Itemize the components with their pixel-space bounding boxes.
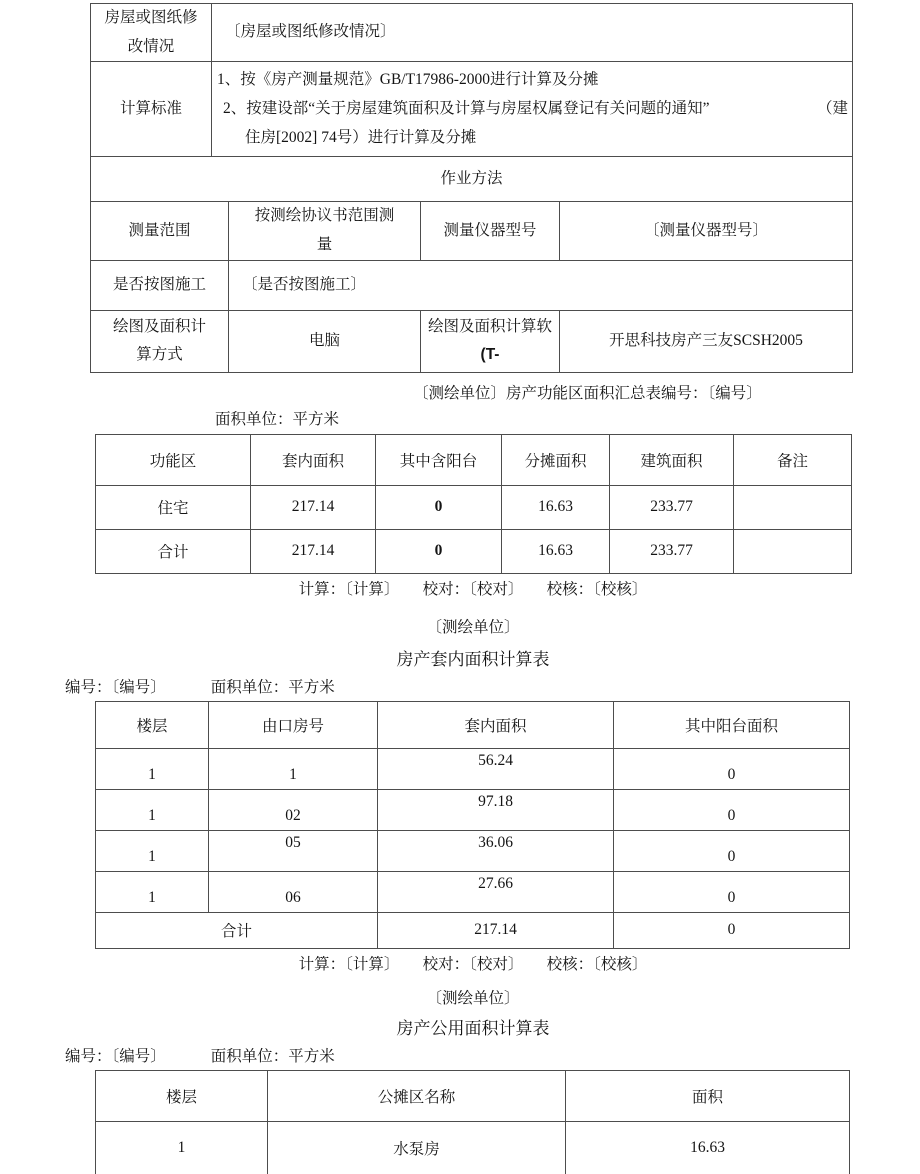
inner-signoff-line: 计算：〔计算〕 校对：〔校对〕 校核：〔校核〕 — [298, 955, 648, 973]
calc-standard-value — [212, 62, 853, 157]
drawing-method-label-text: 绘图及面积计算方式 — [112, 317, 206, 364]
cell-inner-area: 217.14 — [251, 529, 376, 573]
cell-balcony: 0 — [614, 789, 850, 830]
calc-standard-label: 计算标准 — [91, 62, 212, 157]
survey-scope-value — [229, 202, 421, 260]
cell-room: 06 — [209, 871, 378, 912]
inner-row-2 — [96, 789, 850, 830]
inner-number-label: 编号：〔编号〕 — [65, 678, 166, 696]
cell-note — [734, 485, 852, 529]
survey-info-table — [90, 3, 853, 373]
modification-label-text: 房屋或图纸修改情况 — [104, 9, 198, 55]
public-unit-label: 面积单位：平方米 — [210, 1047, 335, 1065]
cell-balcony-area: 0 — [376, 485, 502, 529]
summary-header-note: 备注 — [734, 434, 852, 485]
summary-unit-label: 面积单位：平方米 — [215, 410, 340, 428]
public-number-label: 编号：〔编号〕 — [65, 1047, 166, 1065]
row-survey-scope — [91, 202, 853, 260]
software-label — [421, 310, 560, 372]
software-label-line1: 绘图及面积计算软 — [427, 317, 552, 335]
cell-room: 1 — [209, 748, 378, 789]
cell-total-area: 233.77 — [610, 529, 734, 573]
summary-row-residence — [96, 485, 852, 529]
inner-table-title: 房产套内面积计算表 — [396, 649, 550, 669]
cell-floor: 1 — [96, 830, 209, 871]
method-header: 作业方法 — [91, 157, 853, 202]
cell-inner-area: 217.14 — [251, 485, 376, 529]
cell-area: 56.24 — [378, 748, 614, 789]
inner-total-row — [96, 912, 850, 948]
drawing-method-value: 电脑 — [229, 310, 421, 372]
calc-standard-line2-main: 2、按建设部“关于房屋建筑面积及计算与房屋权属登记有关问题的通知” — [223, 100, 710, 118]
cell-area: 27.66 — [378, 871, 614, 912]
software-value: 开思科技房产三友SCSH2005 — [560, 310, 853, 372]
inner-area-table — [95, 701, 850, 949]
cell-shared-area: 16.63 — [502, 529, 610, 573]
inner-header-floor: 楼层 — [96, 701, 209, 748]
cell-floor: 1 — [96, 1121, 268, 1174]
summary-header-total: 建筑面积 — [610, 434, 734, 485]
summary-header-zone: 功能区 — [96, 434, 251, 485]
summary-table-title: 〔测绘单位〕房产功能区面积汇总表编号：〔编号〕 — [413, 384, 762, 402]
public-header-floor: 楼层 — [96, 1070, 268, 1121]
inner-row-3 — [96, 830, 850, 871]
cell-zone: 合计 — [96, 529, 251, 573]
modification-value: 〔房屋或图纸修改情况〕 — [212, 4, 853, 62]
cell-balcony-area: 0 — [376, 529, 502, 573]
inner-header-balcony: 其中阳台面积 — [614, 701, 850, 748]
row-built-per-plan — [91, 260, 853, 310]
calc-standard-line2-tail: （建 — [817, 100, 849, 118]
cell-area: 97.18 — [378, 789, 614, 830]
cell-balcony: 0 — [614, 748, 850, 789]
row-drawing-method — [91, 310, 853, 372]
cell-total-area: 217.14 — [378, 912, 614, 948]
cell-room: 05 — [209, 830, 378, 871]
calc-standard-line2 — [215, 95, 848, 124]
inner-unit-label: 面积单位：平方米 — [210, 678, 335, 696]
inner-header-row — [96, 701, 850, 748]
software-label-line2: (T- — [480, 346, 500, 364]
summary-header-inner: 套内面积 — [251, 434, 376, 485]
cell-balcony: 0 — [614, 871, 850, 912]
public-area-table — [95, 1070, 850, 1174]
cell-area: 16.63 — [566, 1121, 850, 1174]
cell-floor: 1 — [96, 748, 209, 789]
cell-shared-area: 16.63 — [502, 485, 610, 529]
document-page — [0, 3, 920, 1158]
inner-header-area: 套内面积 — [378, 701, 614, 748]
instrument-label: 测量仪器型号 — [421, 202, 560, 260]
row-modification — [91, 4, 853, 62]
survey-scope-value-text: 按测绘协议书范围测量 — [254, 207, 395, 254]
calc-standard-line1: 1、按《房产测量规范》GB/T17986-2000进行计算及分摊 — [217, 71, 599, 89]
inner-row-1 — [96, 748, 850, 789]
public-row-1 — [96, 1121, 850, 1174]
public-header-area: 面积 — [566, 1070, 850, 1121]
public-table-title: 房产公用面积计算表 — [396, 1018, 550, 1038]
summary-header-balcony: 其中含阳台 — [376, 434, 502, 485]
survey-scope-label: 测量范围 — [91, 202, 229, 260]
cell-note — [734, 529, 852, 573]
summary-signoff-line: 计算：〔计算〕 校对：〔校对〕 校核：〔校核〕 — [298, 580, 648, 598]
summary-row-total — [96, 529, 852, 573]
cell-total-label: 合计 — [96, 912, 378, 948]
cell-total-area: 233.77 — [610, 485, 734, 529]
public-meta-line — [65, 1046, 920, 1068]
cell-room: 02 — [209, 789, 378, 830]
cell-zone: 住宅 — [96, 485, 251, 529]
cell-balcony: 0 — [614, 830, 850, 871]
row-calc-standard — [91, 62, 853, 157]
inner-org-placeholder: 〔测绘单位〕 — [426, 618, 520, 636]
public-org-placeholder: 〔测绘单位〕 — [426, 989, 520, 1007]
inner-meta-line — [65, 677, 920, 699]
row-method-header — [91, 157, 853, 202]
cell-floor: 1 — [96, 871, 209, 912]
summary-header-shared: 分摊面积 — [502, 434, 610, 485]
function-area-summary-table — [95, 434, 852, 574]
drawing-method-label — [91, 310, 229, 372]
instrument-value: 〔测量仪器型号〕 — [560, 202, 853, 260]
software-label-text — [426, 313, 554, 370]
modification-label — [91, 4, 212, 62]
cell-floor: 1 — [96, 789, 209, 830]
cell-total-balcony: 0 — [614, 912, 850, 948]
summary-header-row — [96, 434, 852, 485]
inner-row-4 — [96, 871, 850, 912]
cell-area: 36.06 — [378, 830, 614, 871]
built-per-plan-label: 是否按图施工 — [91, 260, 229, 310]
built-per-plan-value: 〔是否按图施工〕 — [229, 260, 853, 310]
calc-standard-line3: 住房[2002] 74号）进行计算及分摊 — [245, 128, 477, 146]
cell-zone-name: 水泵房 — [268, 1121, 566, 1174]
inner-header-room: 由口房号 — [209, 701, 378, 748]
public-header-name: 公摊区名称 — [268, 1070, 566, 1121]
public-header-row — [96, 1070, 850, 1121]
